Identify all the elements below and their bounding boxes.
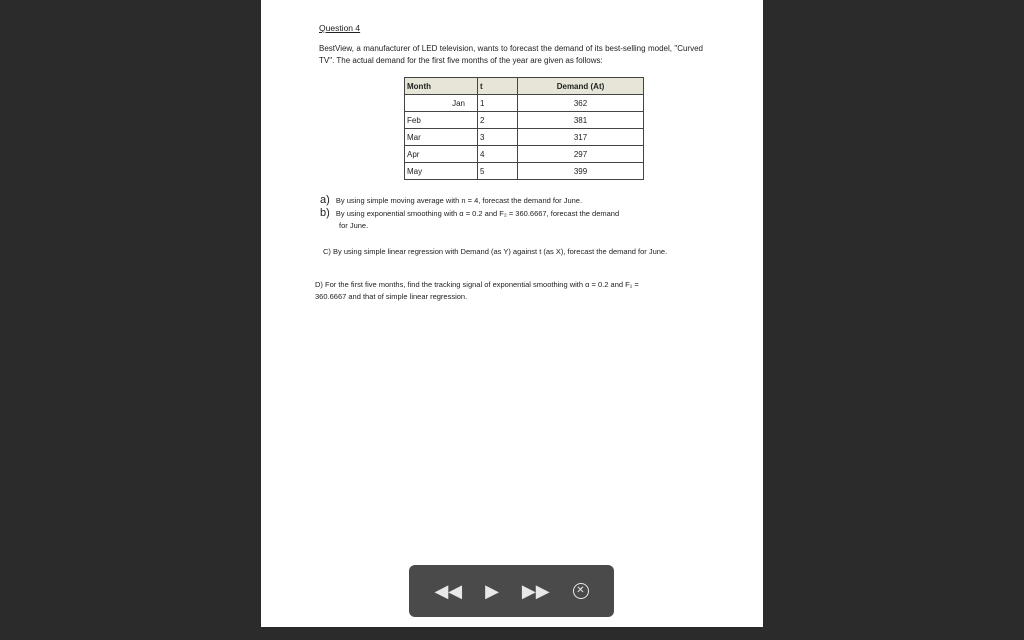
t-cell: 2 [478,112,518,129]
question-b-text-cont: for June. [339,221,369,230]
demand-cell: 399 [518,163,644,180]
header-t: t [478,78,518,95]
question-b-label: b) [320,207,330,219]
play-icon[interactable]: ▶ [485,581,499,601]
close-circle-icon[interactable]: ✕ [573,583,589,599]
demand-cell: 362 [518,95,644,112]
table-row [405,95,644,112]
header-demand: Demand (At) [518,78,644,95]
fast-forward-icon[interactable]: ▶▶ [521,581,550,601]
month-cell: May [405,163,478,180]
document-page [261,0,763,627]
question-b [320,207,700,232]
month-cell: Feb [405,112,478,129]
question-a-text: By using simple moving average with n = 4, forecast the demand for June. [335,196,583,205]
question-a-label: a) [320,194,330,206]
demand-cell: 317 [518,129,644,146]
question-d: D) For the first five months, find the tracking signal of exponential smoothing with α = 0.2 and F₁ = 360.6667 and that of simple linear regression. [315,280,639,301]
table-row [405,129,644,146]
question-heading: Question 4 [319,23,361,33]
table-header-row [405,78,644,95]
month-cell: Mar [405,129,478,146]
table-row [405,112,644,129]
t-cell: 4 [478,146,518,163]
rewind-icon[interactable]: ◀◀ [434,581,463,601]
demand-table [404,77,644,180]
table-row [405,163,644,180]
question-c: C) By using simple linear regression with Demand (as Y) against t (as X), forecast the demand for June. [323,247,668,256]
demand-cell: 381 [518,112,644,129]
question-a [320,194,582,207]
month-cell: Jan [405,95,478,112]
question-b-text: By using exponential smoothing with α = 0.2 and F₂ = 360.6667, forecast the demand [335,209,620,218]
demand-cell: 297 [518,146,644,163]
question-intro: BestView, a manufacturer of LED television, wants to forecast the demand of its best-selling model, "Curved TV". The actual demand for the first five months of the year are given as follows: [319,44,703,65]
playback-controls [409,565,614,617]
month-cell: Apr [405,146,478,163]
t-cell: 1 [478,95,518,112]
t-cell: 3 [478,129,518,146]
t-cell: 5 [478,163,518,180]
header-month: Month [405,78,478,95]
table-row [405,146,644,163]
